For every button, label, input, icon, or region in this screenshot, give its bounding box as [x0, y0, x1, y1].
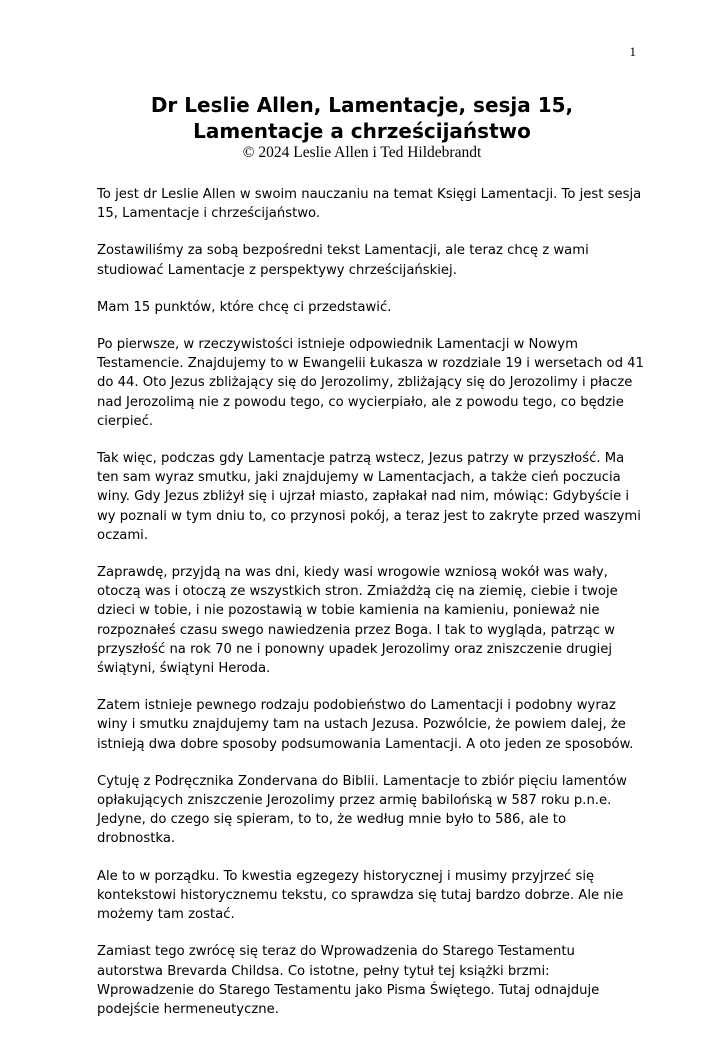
document-header: [0, 92, 724, 162]
copyright-notice: © 2024 Leslie Allen i Ted Hildebrandt: [242, 144, 482, 161]
paragraph: Zaprawdę, przyjdą na was dni, kiedy wasi wrogowie wzniosą wokół was wały, otoczą was i otoczą ze wszystkich stron. Zmiażdżą cię na ziemię, ciebie i twoje dzieci w tobie, i nie pozostawią w tobie kamienia na kamieniu, ponieważ nie rozpoznałeś czasu swego nawiedzenia przez Boga. I tak to wygląda, patrząc w przyszłość na rok 70 ne i ponowny upadek Jerozolimy oraz zniszczenie drugiej świątyni, świątyni Heroda.: [97, 565, 618, 677]
paragraph: Zamiast tego zwrócę się teraz do Wprowadzenia do Starego Testamentu autorstwa Brevarda Childsa. Co istotne, pełny tytuł tej książki brzmi: Wprowadzenie do Starego Testamentu jako Pisma Świętego. Tutaj odnajduje podejście hermeneutyczne.: [97, 944, 600, 1017]
paragraph: Tak więc, podczas gdy Lamentacje patrzą wstecz, Jezus patrzy w przyszłość. Ma ten sam wyraz smutku, jaki znajdujemy w Lamentacjach, a także cień poczucia winy. Gdy Jezus zbliżył się i ujrzał miasto, zapłakał nad nim, mówiąc: Gdybyście i wy poznali w tym dniu to, co przynosi pokój, a teraz jest to zakryte przed waszymi oczami.: [97, 451, 641, 543]
paragraph: To jest dr Leslie Allen w swoim nauczaniu na temat Księgi Lamentacji. To jest sesja 15, Lamentacje i chrześcijaństwo.: [97, 187, 642, 222]
document-title-line-2: Lamentacje a chrześcijaństwo: [193, 119, 531, 143]
paragraph: Ale to w porządku. To kwestia egzegezy historycznej i musimy przyjrzeć się kontekstowi historycznemu tekstu, co sprawdza się tutaj bardzo dobrze. Ale nie możemy tam zostać.: [97, 868, 624, 923]
paragraph: Zatem istnieje pewnego rodzaju podobieństwo do Lamentacji i podobny wyraz winy i smutku znajdujemy tam na ustach Jezusa. Pozwólcie, że powiem dalej, że istnieją dwa dobre sposoby podsumowania Lamentacji. A oto jeden ze sposobów.: [97, 698, 634, 752]
paragraph: Cytuję z Podręcznika Zondervana do Biblii. Lamentacje to zbiór pięciu lamentów opłakujących zniszczenie Jerozolimy przez armię babilońską w 587 roku p.n.e. Jedyne, do czego się spieram, to to, że według mnie było to 586, ale to drobnostka.: [97, 773, 627, 847]
paragraph: Zostawiliśmy za sobą bezpośredni tekst Lamentacji, ale teraz chcę z wami studiować Lamentacje z perspektywy chrześcijańskiej.: [97, 243, 589, 278]
paragraph: Mam 15 punktów, które chcę ci przedstawić.: [97, 299, 392, 315]
document-title-line-1: Dr Leslie Allen, Lamentacje, sesja 15,: [150, 93, 574, 117]
page-number: 1: [629, 44, 636, 59]
paragraph: Po pierwsze, w rzeczywistości istnieje odpowiednik Lamentacji w Nowym Testamencie. Znajdujemy to w Ewangelii Łukasza w rozdziale 19 i wersetach od 41 do 44. Oto Jezus zbliżający się do Jerozolimy, zbliżający się do Jerozolimy i płacze nad Jerozolimą nie z powodu tego, co wycierpiało, ale z powodu tego, co będzie cierpieć.: [97, 337, 644, 429]
document-body: [97, 185, 645, 1037]
